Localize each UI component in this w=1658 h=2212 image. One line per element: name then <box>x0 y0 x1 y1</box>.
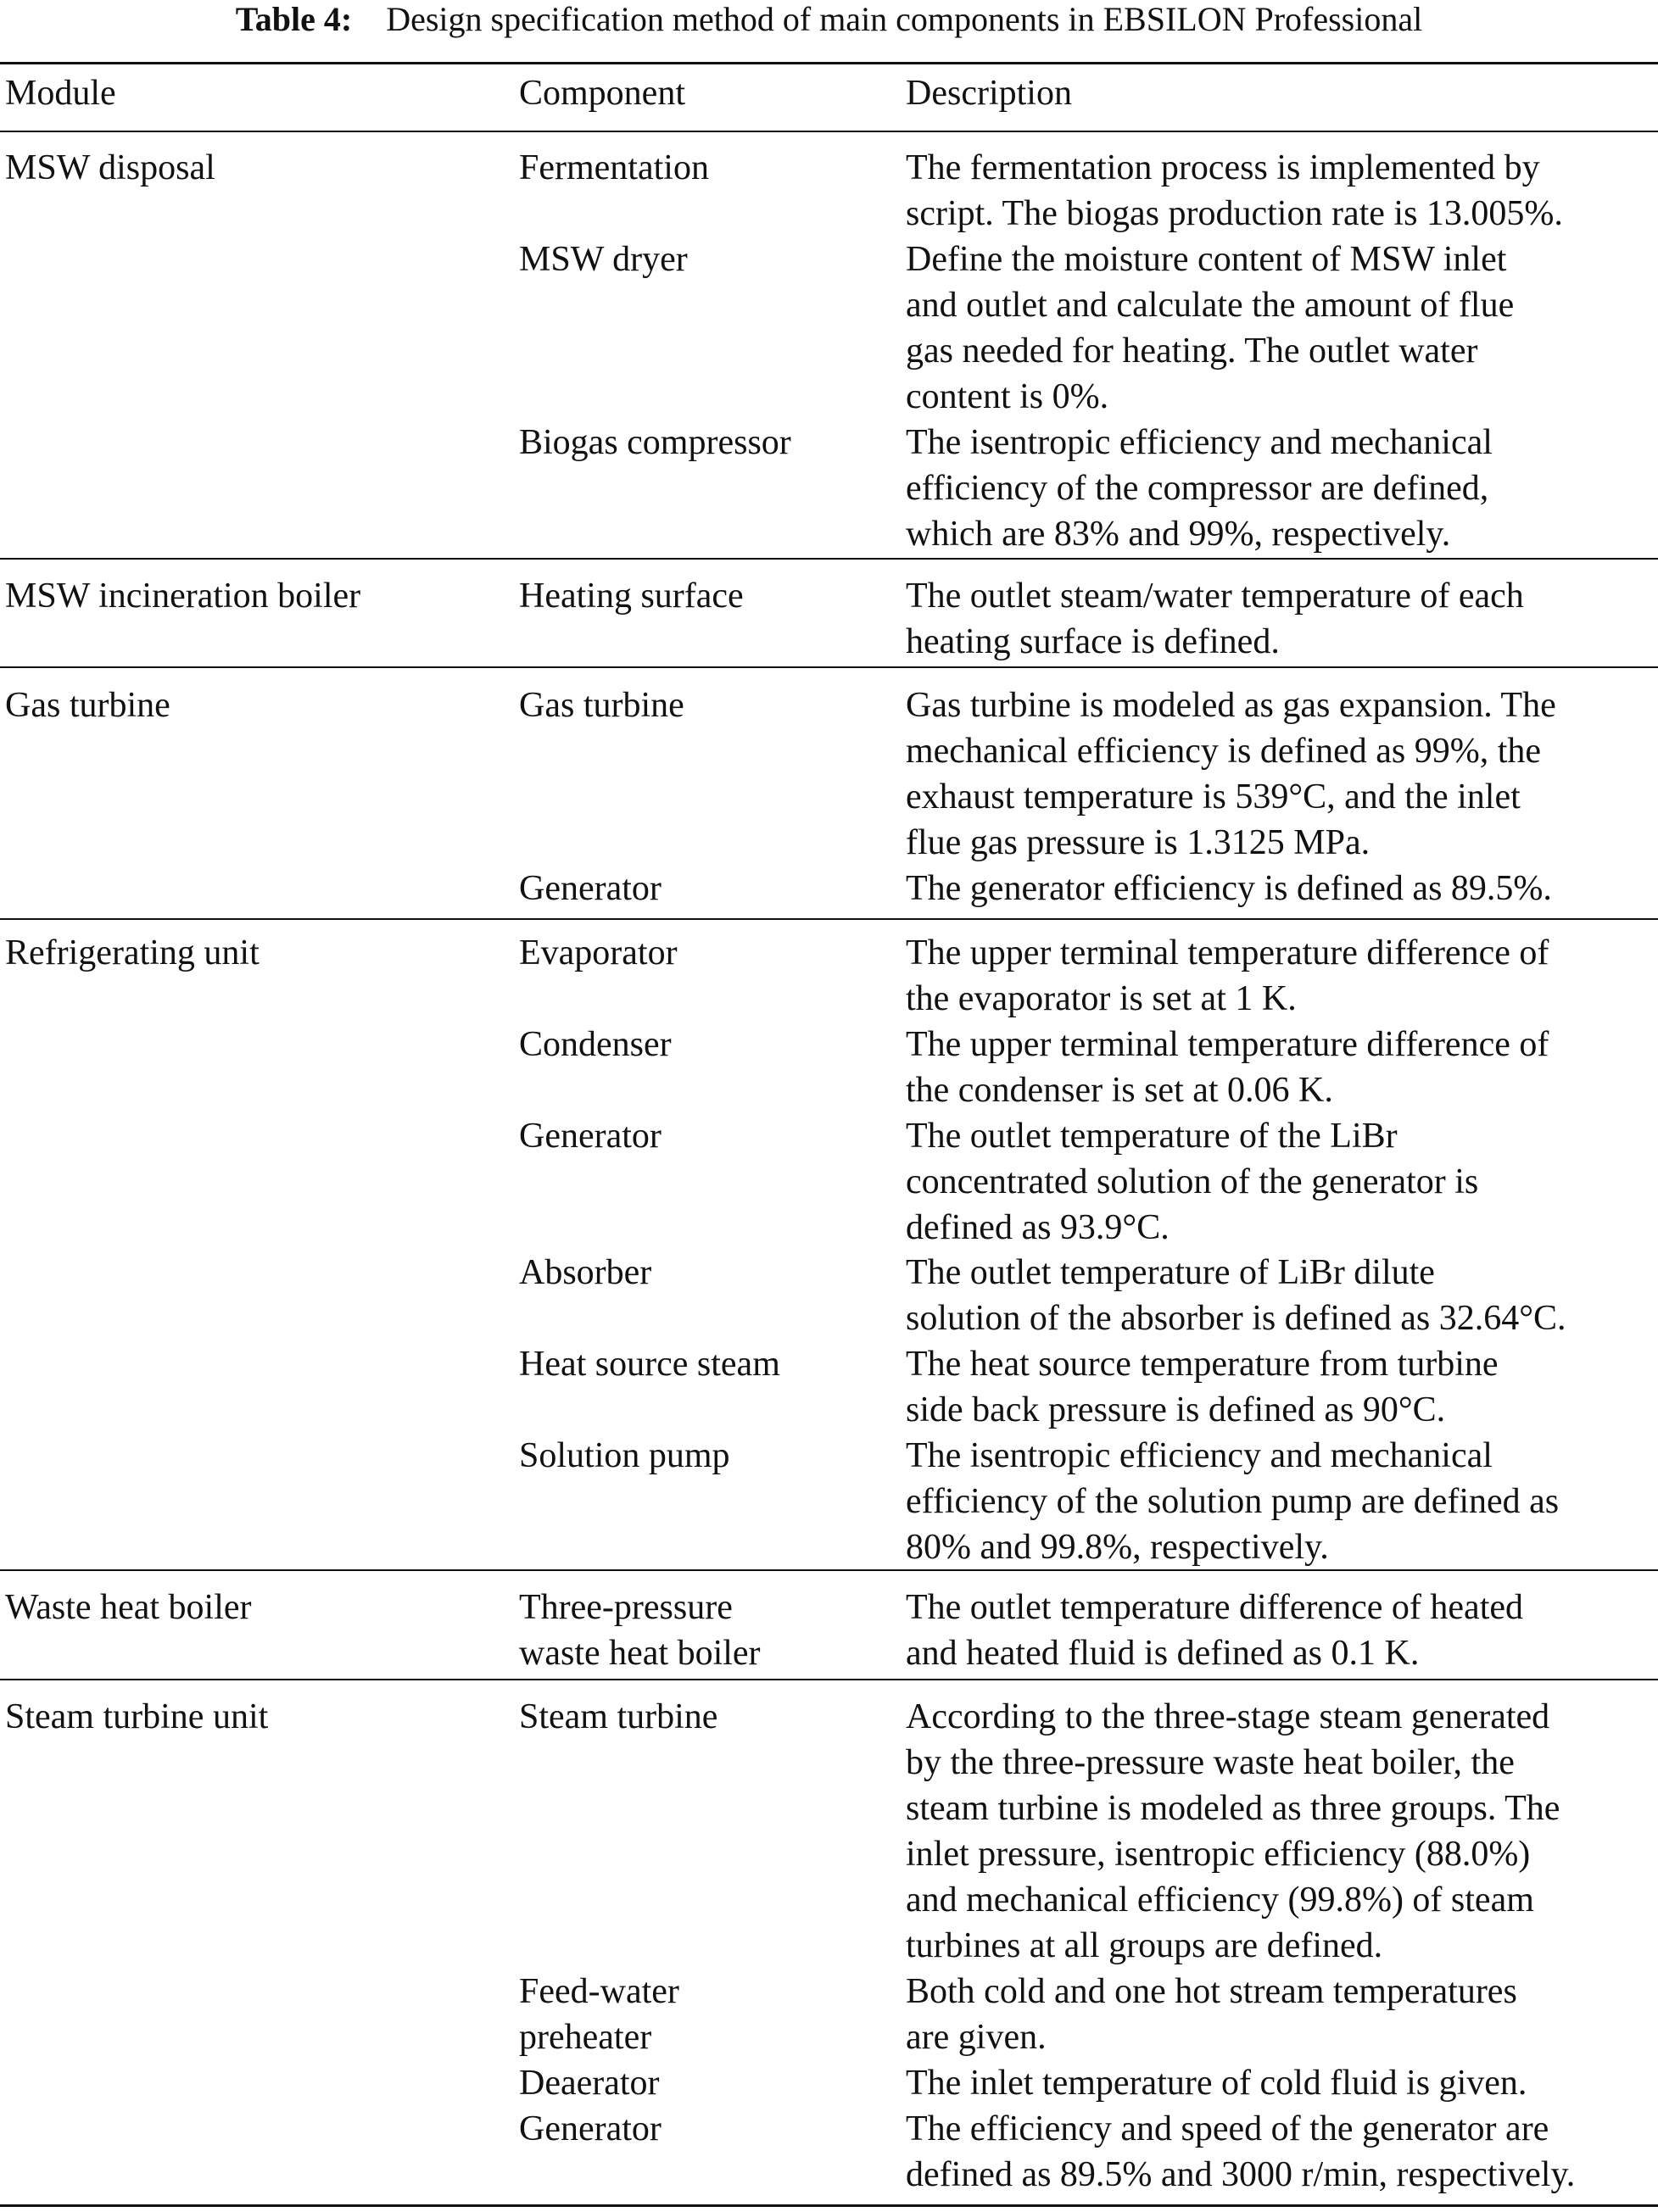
component-feed-water-preheater: Feed-water preheater <box>519 1972 679 2057</box>
component-three-pressure-waste-heat-boiler: Three-pressure waste heat boiler <box>519 1588 761 1673</box>
table-caption-label: Table 4: <box>235 0 353 38</box>
group-rule <box>0 1569 1658 1571</box>
component-evaporator: Evaporator <box>519 933 678 972</box>
component-msw-dryer: MSW dryer <box>519 240 688 279</box>
description-evaporator: The upper terminal temperature difference of the evaporator is set at 1 K. <box>906 933 1549 1018</box>
component-generator: Generator <box>519 869 662 908</box>
module-msw-disposal: MSW disposal <box>5 148 215 187</box>
group-rule <box>0 1679 1658 1680</box>
description-gas-turbine: Gas turbine is modeled as gas expansion. The mechanical efficiency is defined as 99%, the exhaust temperature is 539°C, and the inlet flue gas pressure is 1.3125 MPa. <box>906 686 1556 862</box>
description-three-pressure-waste-heat-boiler: The outlet temperature difference of heated and heated fluid is defined as 0.1 K. <box>906 1588 1524 1673</box>
component-generator: Generator <box>519 2109 662 2148</box>
description-condenser: The upper terminal temperature difference of the condenser is set at 0.06 K. <box>906 1025 1549 1110</box>
table-top-rule <box>0 62 1658 64</box>
description-deaerator: The inlet temperature of cold fluid is given. <box>906 2064 1527 2103</box>
table-caption-text: Design specification method of main components in EBSILON Professional <box>386 0 1423 38</box>
group-rule <box>0 666 1658 668</box>
header-description: Description <box>906 74 1072 113</box>
description-generator: The generator efficiency is defined as 89.5%. <box>906 869 1552 908</box>
component-absorber: Absorber <box>519 1253 652 1292</box>
component-condenser: Condenser <box>519 1025 672 1064</box>
module-steam-turbine-unit: Steam turbine unit <box>5 1697 269 1736</box>
component-fermentation: Fermentation <box>519 148 709 187</box>
component-biogas-compressor: Biogas compressor <box>519 423 791 462</box>
table-caption <box>0 0 1658 39</box>
description-heating-surface: The outlet steam/water temperature of each heating surface is defined. <box>906 577 1524 661</box>
description-steam-turbine: According to the three-stage steam generated by the three-pressure waste heat boiler, the steam turbine is modeled as three groups. The inlet pressure, isentropic efficiency (88.0%) and mechanical efficiency (99.8%) of steam turbines at all groups are defined. <box>906 1697 1560 1965</box>
description-heat-source-steam: The heat source temperature from turbine side back pressure is defined as 90°C. <box>906 1345 1499 1429</box>
component-heat-source-steam: Heat source steam <box>519 1345 780 1384</box>
component-generator: Generator <box>519 1117 662 1156</box>
description-generator: The efficiency and speed of the generator are defined as 89.5% and 3000 r/min, respectively. <box>906 2109 1576 2194</box>
component-gas-turbine: Gas turbine <box>519 686 684 725</box>
header-module: Module <box>5 74 116 113</box>
module-waste-heat-boiler: Waste heat boiler <box>5 1588 252 1627</box>
group-rule <box>0 918 1658 920</box>
component-heating-surface: Heating surface <box>519 577 744 616</box>
group-rule <box>0 558 1658 560</box>
description-absorber: The outlet temperature of LiBr dilute solution of the absorber is defined as 32.64°C. <box>906 1253 1566 1338</box>
description-fermentation: The fermentation process is implemented by script. The biogas production rate is 13.005%. <box>906 148 1563 233</box>
header-component: Component <box>519 74 685 113</box>
header-rule <box>0 131 1658 132</box>
description-biogas-compressor: The isentropic efficiency and mechanical efficiency of the compressor are defined, which are 83% and 99%, respectively. <box>906 423 1493 554</box>
table-bottom-rule <box>0 2204 1658 2207</box>
module-gas-turbine: Gas turbine <box>5 686 170 725</box>
description-msw-dryer: Define the moisture content of MSW inlet and outlet and calculate the amount of flue gas needed for heating. The outlet water content is 0%. <box>906 240 1515 416</box>
component-solution-pump: Solution pump <box>519 1436 730 1475</box>
module-refrigerating-unit: Refrigerating unit <box>5 933 260 972</box>
table-caption-spacer <box>360 0 377 38</box>
module-msw-incineration-boiler: MSW incineration boiler <box>5 577 361 616</box>
component-steam-turbine: Steam turbine <box>519 1697 718 1736</box>
description-feed-water-preheater: Both cold and one hot stream temperatures are given. <box>906 1972 1517 2057</box>
description-solution-pump: The isentropic efficiency and mechanical efficiency of the solution pump are defined as 80% and 99.8%, respectively. <box>906 1436 1560 1567</box>
description-generator: The outlet temperature of the LiBr concentrated solution of the generator is defined as 93.9°C. <box>906 1117 1479 1247</box>
component-deaerator: Deaerator <box>519 2064 660 2103</box>
